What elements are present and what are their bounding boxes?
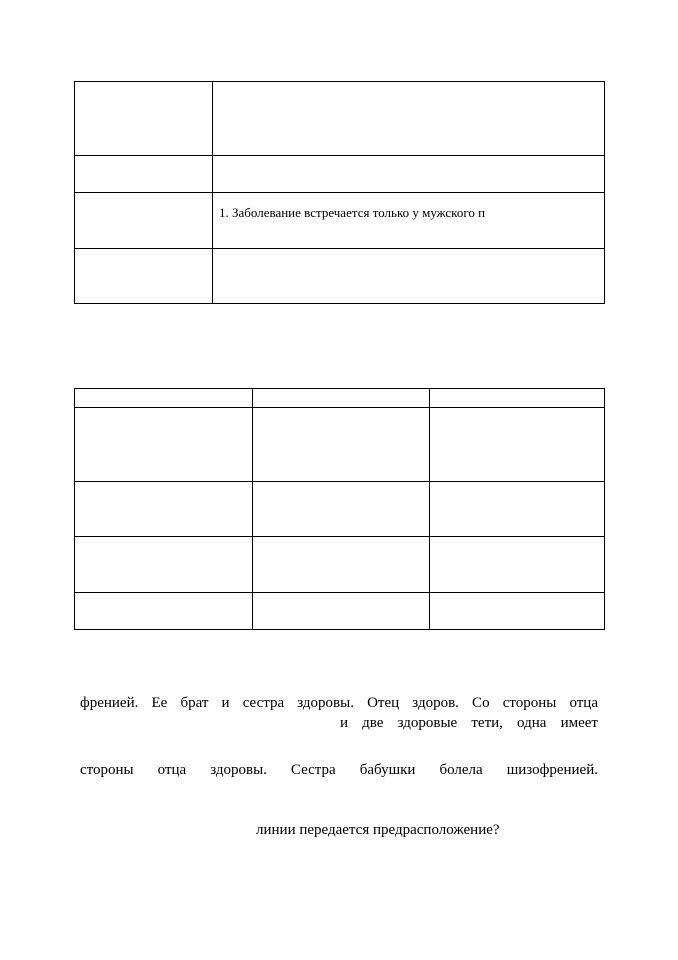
cell-text — [253, 389, 429, 401]
cell-text — [75, 156, 212, 168]
cell-text: 1. Заболевание встречается только у мужского п — [219, 205, 486, 220]
table-cell — [75, 482, 253, 537]
table-row — [75, 482, 605, 537]
cell-text — [75, 249, 212, 261]
table-cell — [430, 482, 605, 537]
table-row — [75, 408, 605, 482]
table-cell — [75, 82, 213, 156]
table-row — [75, 249, 605, 304]
table-bottom — [74, 388, 605, 630]
cell-text — [253, 537, 429, 549]
table-cell — [75, 389, 253, 408]
table-cell — [213, 156, 605, 193]
table-cell — [213, 193, 605, 249]
cell-text — [213, 156, 604, 168]
table-cell — [430, 408, 605, 482]
table-row — [75, 193, 605, 249]
cell-text — [430, 482, 604, 494]
table-row — [75, 82, 605, 156]
table-row — [75, 537, 605, 593]
table-cell — [213, 249, 605, 304]
cell-text — [75, 408, 252, 420]
table-cell — [253, 482, 430, 537]
table-cell — [75, 156, 213, 193]
cell-text — [75, 82, 212, 94]
table-cell — [253, 408, 430, 482]
table-top — [74, 81, 605, 304]
table-cell — [75, 593, 253, 630]
table-cell — [75, 249, 213, 304]
table-cell — [430, 537, 605, 593]
paragraph-line: стороны отца здоровы. Сестра бабушки болела шизофренией. — [80, 762, 598, 778]
paragraph-line: френией. Ее брат и сестра здоровы. Отец здоров. Со стороны отца — [80, 695, 598, 711]
cell-text — [213, 249, 604, 261]
cell-text — [430, 389, 604, 401]
paragraph-line: и две здоровые тети, одна имеет — [340, 715, 598, 731]
table-cell — [75, 408, 253, 482]
table-header-row — [75, 389, 605, 408]
cell-text — [75, 193, 212, 205]
table-cell — [75, 537, 253, 593]
cell-text — [75, 482, 252, 494]
table-cell — [253, 389, 430, 408]
table-cell — [213, 82, 605, 156]
table-cell — [430, 389, 605, 408]
cell-text — [75, 593, 252, 605]
table-cell — [253, 593, 430, 630]
table-cell — [430, 593, 605, 630]
cell-text — [253, 482, 429, 494]
cell-text — [75, 537, 252, 549]
table-row — [75, 593, 605, 630]
cell-text — [430, 537, 604, 549]
table-cell — [75, 193, 213, 249]
cell-text — [253, 408, 429, 420]
cell-text — [253, 593, 429, 605]
table-cell — [253, 537, 430, 593]
cell-text — [213, 82, 604, 94]
cell-text — [75, 389, 252, 401]
cell-text — [430, 408, 604, 420]
table-row — [75, 156, 605, 193]
paragraph-line: линии передается предрасположение? — [256, 822, 500, 838]
cell-text — [430, 593, 604, 605]
